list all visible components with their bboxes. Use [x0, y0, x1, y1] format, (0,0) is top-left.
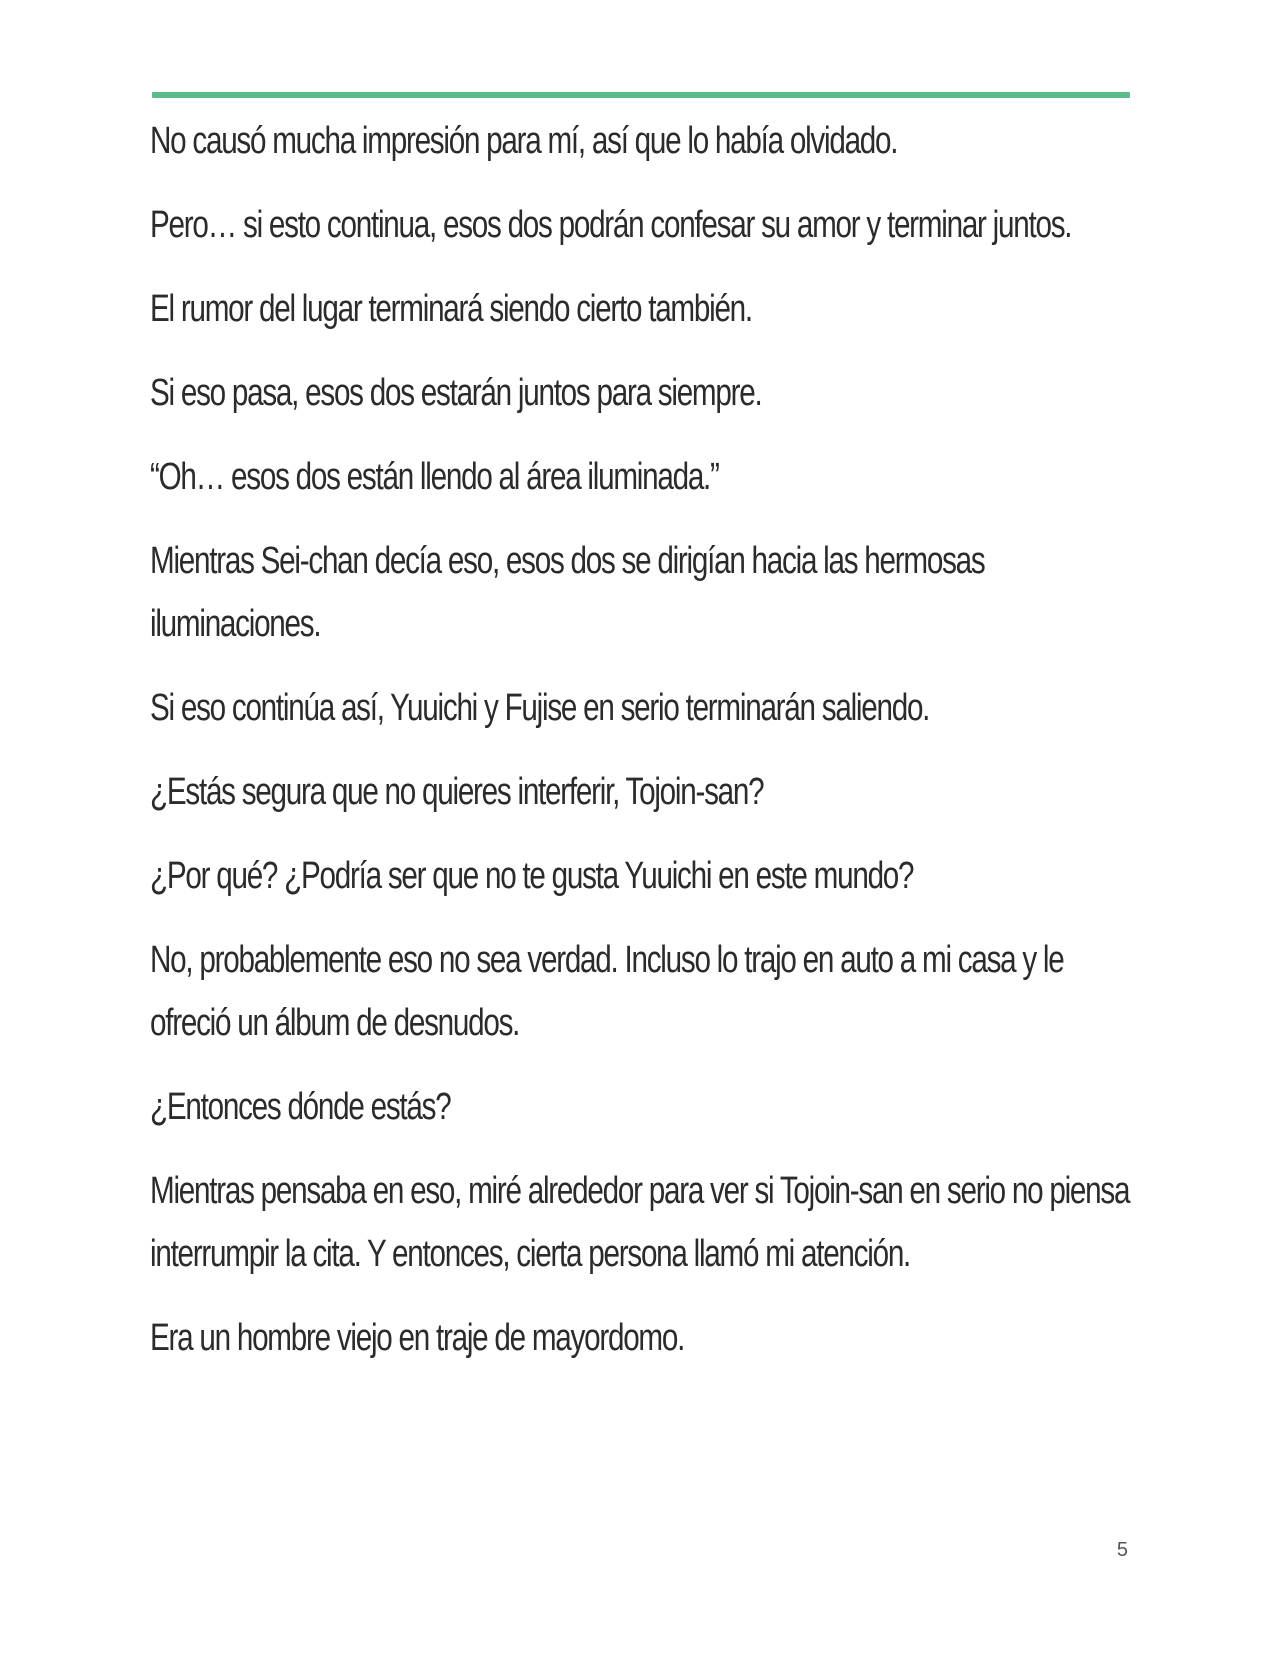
- paragraph: No, probablemente eso no sea verdad. Incluso lo trajo en auto a mi casa y le ofreció un álbum de desnudos.: [150, 939, 1064, 1044]
- page-body: [150, 110, 1130, 1391]
- paragraph: “Oh… esos dos están llendo al área iluminada.”: [150, 456, 719, 498]
- paragraph: Pero… si esto continua, esos dos podrán confesar su amor y terminar juntos.: [150, 204, 1072, 246]
- paragraph: ¿Por qué? ¿Podría ser que no te gusta Yuuichi en este mundo?: [150, 855, 914, 897]
- paragraph: ¿Entonces dónde estás?: [150, 1086, 451, 1128]
- paragraph: Mientras Sei-chan decía eso, esos dos se dirigían hacia las hermosas iluminaciones.: [150, 540, 985, 645]
- paragraph: No causó mucha impresión para mí, así que lo había olvidado.: [150, 120, 898, 162]
- paragraph: Era un hombre viejo en traje de mayordomo.: [150, 1317, 685, 1359]
- paragraph: ¿Estás segura que no quieres interferir, Tojoin-san?: [150, 771, 764, 813]
- top-divider: [152, 92, 1130, 98]
- page-number: 5: [1116, 1539, 1128, 1561]
- paragraph: El rumor del lugar terminará siendo cierto también.: [150, 288, 752, 330]
- paragraph: Si eso pasa, esos dos estarán juntos para siempre.: [150, 372, 762, 414]
- paragraph: Mientras pensaba en eso, miré alrededor para ver si Tojoin-san en serio no piensa interrumpir la cita. Y entonces, cierta persona llamó mi atención.: [150, 1170, 1130, 1275]
- paragraph: Si eso continúa así, Yuuichi y Fujise en serio terminarán saliendo.: [150, 687, 930, 729]
